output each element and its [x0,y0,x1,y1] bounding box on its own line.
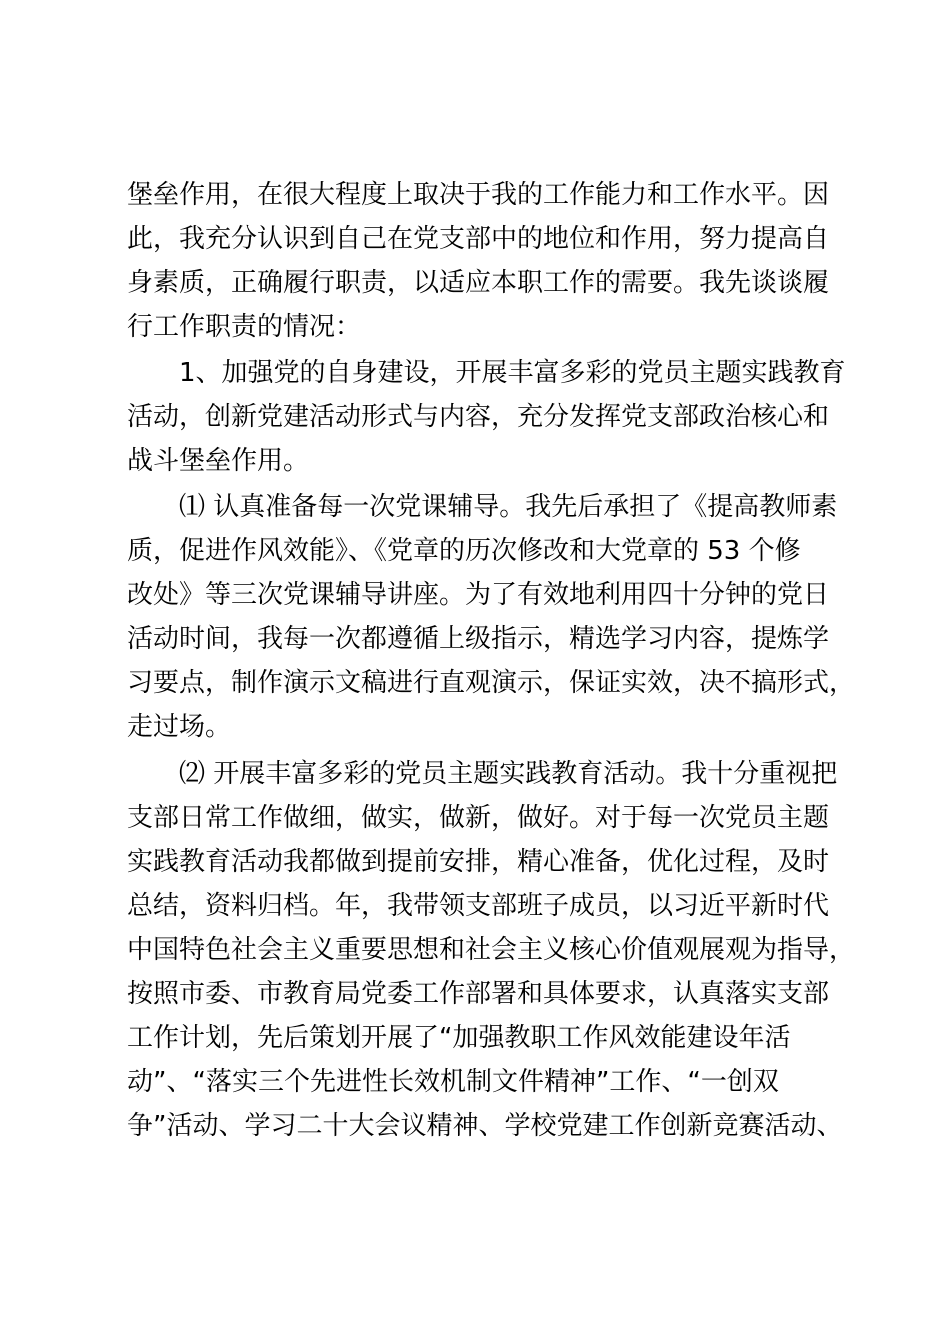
paragraph-line: 1、加强党的自身建设，开展丰富多彩的党员主题实践教育 [179,358,846,388]
paragraph-line: 争”活动、学习二十大会议精神、学校党建工作创新竞赛活动、 [127,1111,843,1141]
paragraph-line: 动”、“落实三个先进性长效机制文件精神”工作、“一创双 [127,1067,779,1097]
paragraph-line: 活动，创新党建活动形式与内容，充分发挥党支部政治核心和 [127,402,830,432]
paragraph-line: 质，促进作风效能》、《党章的历次修改和大党章的 53 个修 [127,536,801,566]
paragraph-line: 活动时间，我每一次都遵循上级指示，精选学习内容，提炼学 [127,624,830,654]
paragraph-line: 总结，资料归档。年，我带领支部班子成员，以习近平新时代 [127,891,830,921]
paragraph-line: 工作计划，先后策划开展了“加强教职工作风效能建设年活 [127,1023,791,1053]
paragraph-line: 改处》等三次党课辅导讲座。为了有效地利用四十分钟的党日 [127,580,830,610]
paragraph-line: ⑵ 开展丰富多彩的党员主题实践教育活动。我十分重视把 [179,759,838,789]
paragraph-line: 战斗堡垒作用。 [127,446,310,476]
paragraph-line: ⑴ 认真准备每一次党课辅导。我先后承担了《提高教师素 [179,492,838,522]
paragraph-line: 行工作职责的情况： [127,312,362,342]
paragraph-line: 习要点，制作演示文稿进行直观演示，保证实效，决不搞形式， [127,668,856,698]
paragraph-line: 身素质，正确履行职责，以适应本职工作的需要。我先谈谈履 [127,268,830,298]
paragraph-line: 此，我充分认识到自己在党支部中的地位和作用，努力提高自 [127,224,830,254]
paragraph-line: 中国特色社会主义重要思想和社会主义核心价值观展观为指导， [127,935,856,965]
paragraph-line: 支部日常工作做细，做实，做新，做好。对于每一次党员主题 [127,803,830,833]
paragraph-line: 堡垒作用，在很大程度上取决于我的工作能力和工作水平。因 [127,180,830,210]
paragraph-line: 按照市委、市教育局党委工作部署和具体要求，认真落实支部 [127,979,830,1009]
paragraph-line: 实践教育活动我都做到提前安排，精心准备，优化过程，及时 [127,847,830,877]
paragraph-line: 走过场。 [127,712,232,742]
